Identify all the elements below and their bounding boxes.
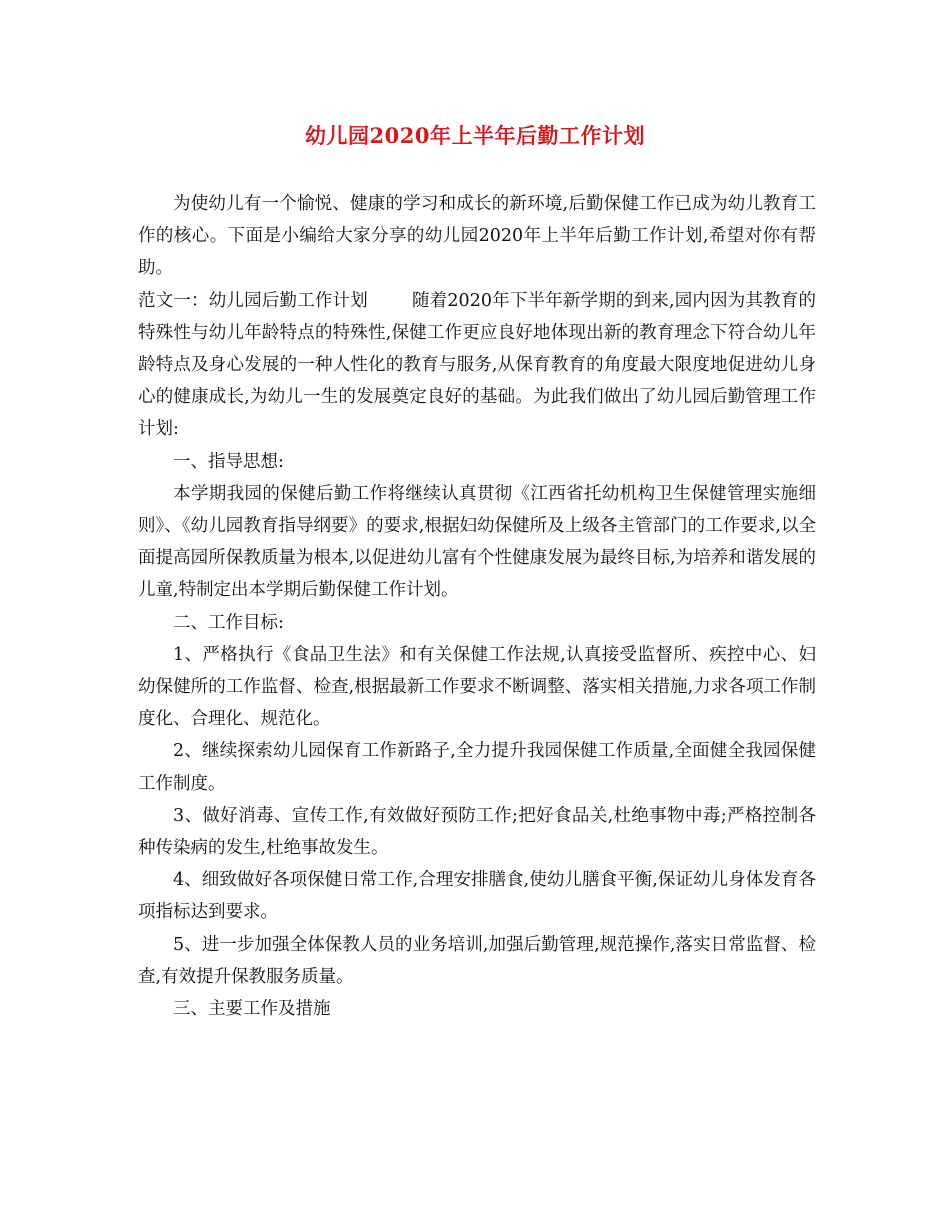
goal-item-2: 2、继续探索幼儿园保育工作新路子,全力提升我园保健工作质量,全面健全我园保健工作制度。 <box>138 741 816 794</box>
sample-text: 随着2020年下半年新学期的到来,园内因为其教育的特殊性与幼儿年龄特点的特殊性,保健工作更应良好地体现出新的教育理念下符合幼儿年龄特点及身心发展的一种人性化的教育与服务,从保育教育的角度最大限度地促进幼儿身心的健康成长,为幼儿一生的发展奠定良好的基础。为此我们做出了幼儿园后勤管理工作计划: <box>138 290 816 440</box>
goal-item-5: 5、进一步加强全体保教人员的业务培训,加强后勤管理,规范操作,落实日常监督、检查,有效提升保教服务质量。 <box>138 934 816 987</box>
goal-item-4: 4、细致做好各项保健日常工作,合理安排膳食,使幼儿膳食平衡,保证幼儿身体发育各项指标达到要求。 <box>138 870 816 923</box>
document-body <box>138 188 816 1025</box>
goal-item-1: 1、严格执行《食品卫生法》和有关保健工作法规,认真接受监督所、疾控中心、妇幼保健所的工作监督、检查,根据最新工作要求不断调整、落实相关措施,力求各项工作制度化、合理化、规范化。 <box>138 644 816 730</box>
goal-item-3: 3、做好消毒、宣传工作,有效做好预防工作;把好食品关,杜绝事物中毒;严格控制各种传染病的发生,杜绝事故发生。 <box>138 805 816 859</box>
section-heading-3: 三、主要工作及措施 <box>173 999 331 1020</box>
intro-paragraph: 为使幼儿有一个愉悦、健康的学习和成长的新环境,后勤保健工作已成为幼儿教育工作的核心。下面是小编给大家分享的幼儿园2020年上半年后勤工作计划,希望对你有帮助。 <box>138 194 816 279</box>
document-title: 幼儿园2020年上半年后勤工作计划 <box>305 123 645 148</box>
sample-paragraph <box>138 285 816 446</box>
section-1-paragraph: 本学期我园的保健后勤工作将继续认真贯彻《江西省托幼机构卫生保健管理实施细则》、《幼儿园教育指导纲要》的要求,根据妇幼保健所及上级各主管部门的工作要求,以全面提高园所保教质量为根本,以促进幼儿富有个性健康发展为最终目标,为培养和谐发展的儿童,特制定出本学期后勤保健工作计划。 <box>138 483 816 601</box>
sample-label: 范文一：幼儿园后勤工作计划 <box>138 290 368 311</box>
section-heading-1: 一、指导思想: <box>173 451 284 472</box>
section-heading-2: 二、工作目标: <box>173 612 284 633</box>
